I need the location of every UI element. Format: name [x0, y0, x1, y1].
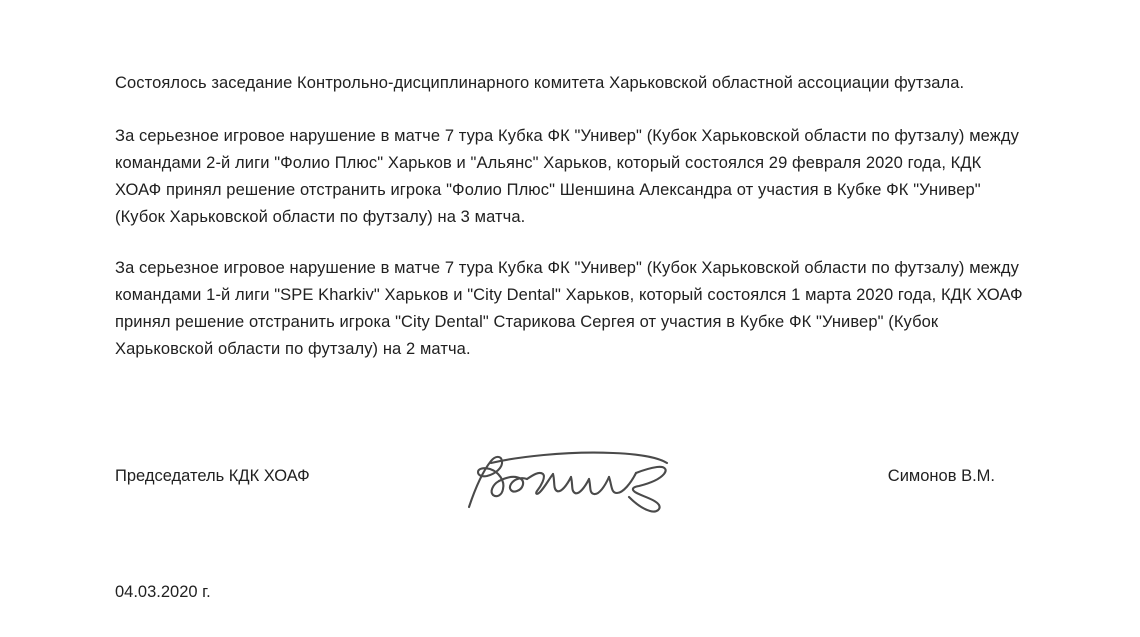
signatory-name: Симонов В.М. — [887, 467, 995, 485]
signatory-title: Председатель КДК ХОАФ — [115, 467, 310, 485]
paragraph-intro: Состоялось заседание Контрольно-дисциплинарного комитета Харьковской областной ассоциации футзала. — [115, 74, 965, 92]
document-date: 04.03.2020 г. — [115, 583, 211, 601]
signature-block — [115, 463, 1025, 523]
paragraph-sanction-2: За серьезное игровое нарушение в матче 7 тура Кубка ФК "Универ" (Кубок Харьковской области по футзалу) между командами 1-й лиги "SPE Kharkiv" Харьков и "City Dental" Харьков, который состоялся 1 марта 2020 года, КДК ХОАФ принял решение отстранить игрока "City Dental" Старикова Сергея от участия в Кубке ФК "Универ" (Кубок Харьковской области по футзалу) на 2 матча. — [115, 259, 1023, 358]
vertical-spacer — [115, 387, 1025, 463]
paragraph-sanction-1: За серьезное игровое нарушение в матче 7 тура Кубка ФК "Универ" (Кубок Харьковской области по футзалу) между командами 2-й лиги "Фолио Плюс" Харьков и "Альянс" Харьков, который состоялся 29 февраля 2020 года, КДК ХОАФ принял решение отстранить игрока "Фолио Плюс" Шеншина Александра от участия в Кубке ФК "Универ" (Кубок Харьковской области по футзалу) на 3 матча. — [115, 127, 1019, 226]
